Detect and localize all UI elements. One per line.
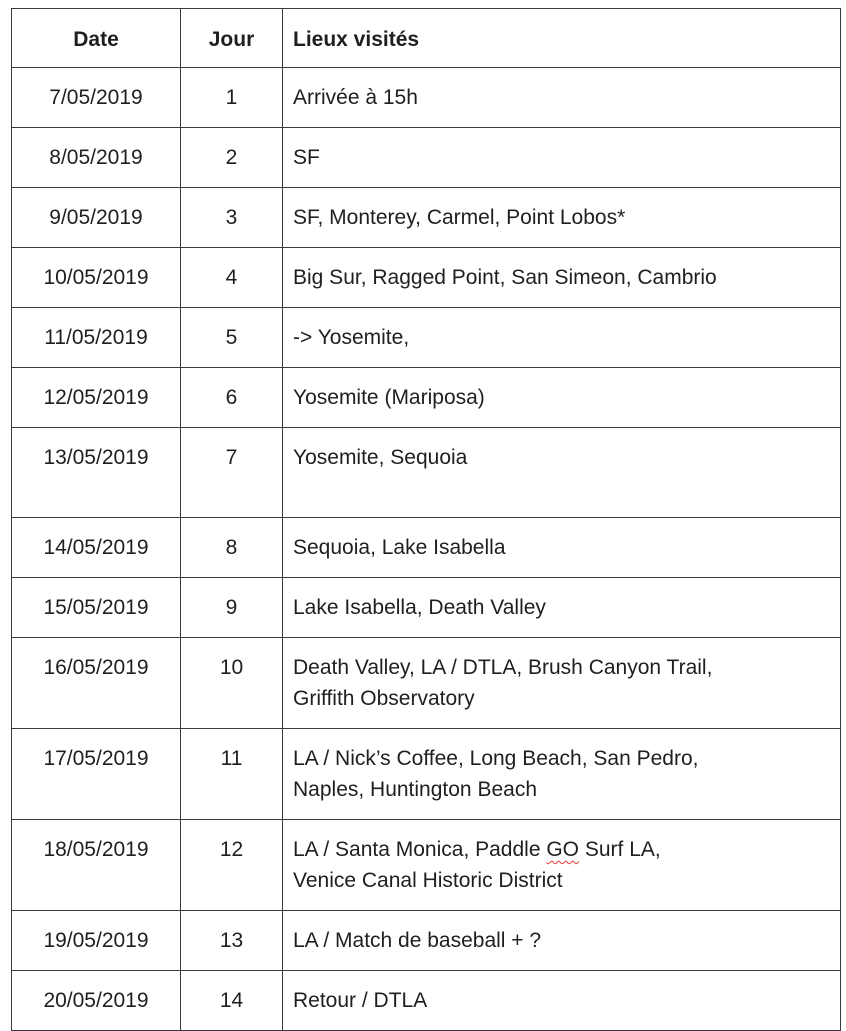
cell-jour: 8: [181, 518, 283, 578]
table-row: [12, 729, 841, 820]
table-row: [12, 128, 841, 188]
cell-jour: 6: [181, 368, 283, 428]
cell-jour: 11: [181, 729, 283, 820]
cell-date: 19/05/2019: [12, 911, 181, 971]
cell-lieux: Retour / DTLA: [283, 971, 841, 1031]
table-row: [12, 188, 841, 248]
table-row: [12, 638, 841, 729]
cell-lieux-line: Death Valley, LA / DTLA, Brush Canyon Trail,: [293, 656, 713, 679]
cell-jour: 12: [181, 820, 283, 911]
table-row: [12, 248, 841, 308]
cell-date: 8/05/2019: [12, 128, 181, 188]
cell-lieux: SF, Monterey, Carmel, Point Lobos*: [283, 188, 841, 248]
cell-date: 17/05/2019: [12, 729, 181, 820]
table-row: [12, 971, 841, 1031]
cell-date: 7/05/2019: [12, 68, 181, 128]
cell-lieux: Arrivée à 15h: [283, 68, 841, 128]
cell-lieux: Lake Isabella, Death Valley: [283, 578, 841, 638]
header-row: [12, 9, 841, 68]
cell-date: 9/05/2019: [12, 188, 181, 248]
table-row: [12, 911, 841, 971]
cell-date: 15/05/2019: [12, 578, 181, 638]
cell-lieux-line-part: LA / Santa Monica, Paddle: [293, 838, 547, 861]
cell-date: 11/05/2019: [12, 308, 181, 368]
itinerary-table: [11, 8, 841, 1031]
cell-lieux: Big Sur, Ragged Point, San Simeon, Cambrio: [283, 248, 841, 308]
cell-date: 13/05/2019: [12, 428, 181, 518]
header-lieux: Lieux visités: [283, 9, 841, 68]
cell-jour: 1: [181, 68, 283, 128]
cell-jour: 9: [181, 578, 283, 638]
table-row: [12, 578, 841, 638]
cell-lieux-line: LA / Nick’s Coffee, Long Beach, San Pedro,: [293, 747, 699, 770]
cell-jour: 13: [181, 911, 283, 971]
cell-lieux: [283, 820, 841, 911]
cell-jour: 5: [181, 308, 283, 368]
cell-lieux-line: Venice Canal Historic District: [293, 869, 563, 892]
cell-lieux: [283, 729, 841, 820]
table-row: [12, 820, 841, 911]
cell-lieux: Sequoia, Lake Isabella: [283, 518, 841, 578]
cell-lieux: LA / Match de baseball + ?: [283, 911, 841, 971]
cell-lieux: Yosemite (Mariposa): [283, 368, 841, 428]
cell-jour: 2: [181, 128, 283, 188]
cell-lieux: SF: [283, 128, 841, 188]
cell-lieux: [283, 638, 841, 729]
header-jour: Jour: [181, 9, 283, 68]
cell-jour: 4: [181, 248, 283, 308]
table-row: [12, 518, 841, 578]
header-date: Date: [12, 9, 181, 68]
table-row: [12, 68, 841, 128]
cell-lieux-line-part: Surf LA,: [579, 838, 661, 861]
table-row: [12, 428, 841, 518]
cell-jour: 7: [181, 428, 283, 518]
table-body: [12, 68, 841, 1031]
cell-lieux-line: Griffith Observatory: [293, 687, 475, 710]
cell-lieux: Yosemite, Sequoia: [283, 428, 841, 518]
cell-jour: 14: [181, 971, 283, 1031]
table-row: [12, 368, 841, 428]
cell-jour: 10: [181, 638, 283, 729]
cell-jour: 3: [181, 188, 283, 248]
cell-date: 18/05/2019: [12, 820, 181, 911]
cell-date: 12/05/2019: [12, 368, 181, 428]
spellcheck-flagged-word[interactable]: GO: [546, 838, 580, 861]
cell-date: 16/05/2019: [12, 638, 181, 729]
cell-date: 10/05/2019: [12, 248, 181, 308]
cell-lieux: -> Yosemite,: [283, 308, 841, 368]
table-header: [12, 9, 841, 68]
cell-date: 20/05/2019: [12, 971, 181, 1031]
table-row: [12, 308, 841, 368]
cell-lieux-line: Naples, Huntington Beach: [293, 778, 537, 801]
cell-date: 14/05/2019: [12, 518, 181, 578]
